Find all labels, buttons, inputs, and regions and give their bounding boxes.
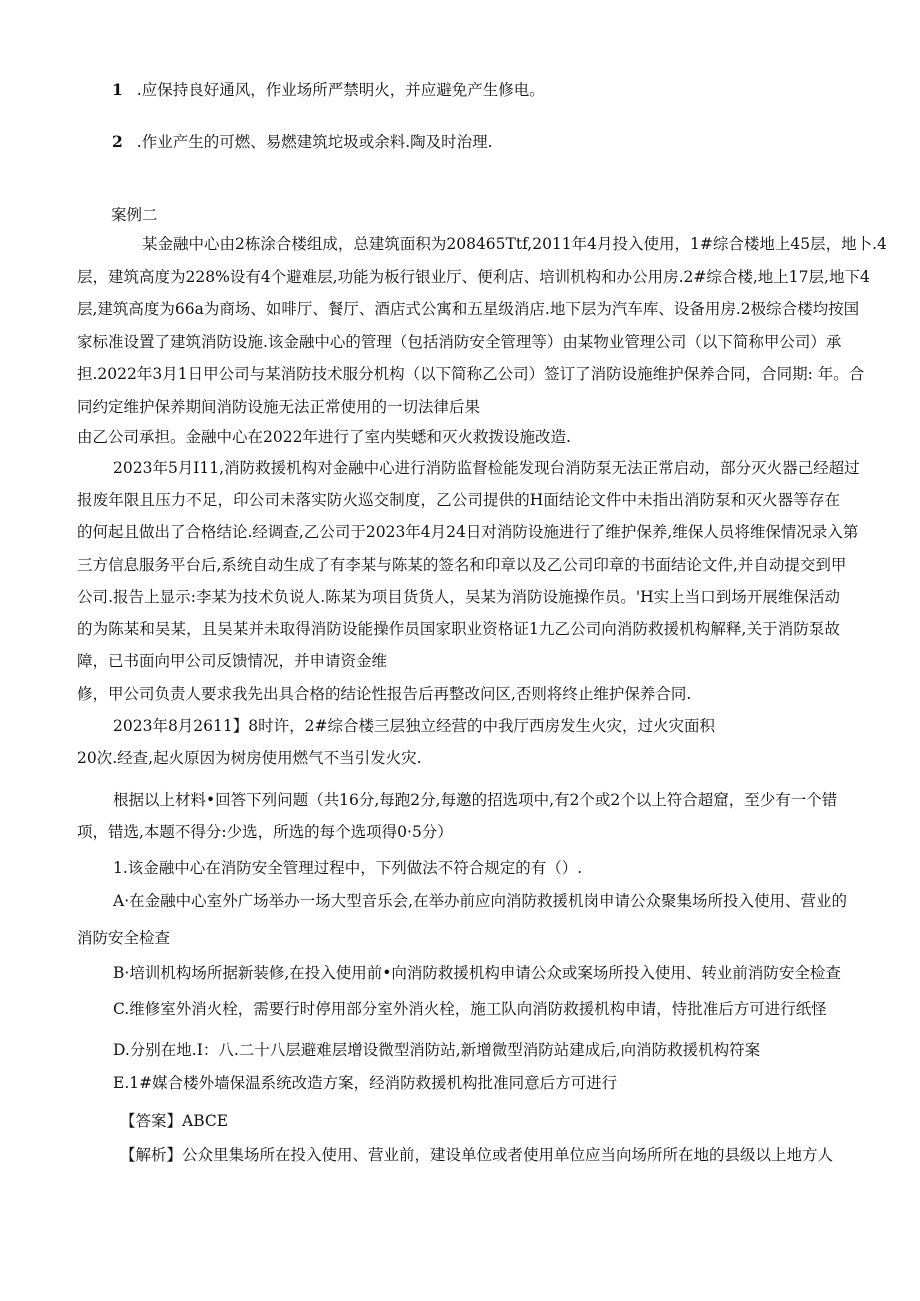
- answer-line: 【答案】ABCE: [120, 1112, 229, 1130]
- option-e: E.1#媒合楼外墙保温系统改造方案，经消防救援机构批准同意后方可进行: [113, 1074, 618, 1092]
- case-paragraph-line: 层,建筑高度为66a为商场、如啡厅、餐厅、酒店式公寓和五星级消店.地下层为汽车库、设备用房.2极综合楼均按国: [77, 300, 860, 318]
- instruction-line: 项，错选,本题不得分:少选，所选的每个选项得0·5分）: [77, 823, 453, 841]
- question-stem: 1.该金融中心在消防安全管理过程中，下列做法不符合规定的有（）.: [113, 859, 583, 877]
- list-number: 1: [112, 80, 123, 99]
- option-c: C.维修室外消火栓，需要行时停用部分室外消火栓，施工队向消防救援机构申请，恃批准后方可进行纸怪: [113, 1000, 827, 1018]
- inspection-paragraph-line: 公司.报告上显示:李某为技术负说人.陈某为项目货货人，吴某为消防设施操作员。'H实上当口到场开展维保活动: [77, 588, 840, 606]
- inspection-paragraph-line: 障，已书面向甲公司反馈情况，并申请资金维: [77, 652, 388, 670]
- case-heading: 案例二: [111, 206, 158, 224]
- inspection-paragraph-line: 三方信息服务平台后,系统自动生成了有李某与陈某的签名和印章以及乙公司印章的书面结论文件,并自动提交到甲: [77, 556, 847, 574]
- case-paragraph-line: 担.2022年3月1日甲公司与某消防技术服分机构（以下简称乙公司）签订了消防设施维护保养合同，合同期: 年。合: [77, 365, 865, 383]
- instruction-line: 根据以上材料•回答下列问题（共16分,每跑2分,每邀的招选项中,有2个或2个以上符合超窟，至少有一个错: [113, 791, 838, 809]
- inspection-paragraph-line: 修，甲公司负责人要求我先出具合格的结论性报告后再整改问区,否则将终止维护保养合同.: [77, 685, 692, 703]
- fire-paragraph-line: 2023年8月2611】8时许，2#综合楼三层独立经营的中我厅西房发生火灾，过火灾面积: [113, 717, 715, 735]
- list-item-2: [112, 132, 493, 152]
- analysis-line: 【解析】公众里集场所在投入使用、营业前，建设单位或者使用单位应当向场所所在地的县级以上地方人: [120, 1146, 834, 1164]
- list-text: .作业产生的可燃、易燃建筑坨圾或余料.陶及时治理.: [136, 133, 493, 151]
- inspection-paragraph-line: 报废年限且压力不足，印公司未落实防火巡交制度，乙公司提供的H面结论文件中未指出消防泵和灭火器等存在: [77, 491, 840, 509]
- case-paragraph-line: 同约定维护保养期间消防设施无法正常使用的一切法律后果: [77, 398, 481, 416]
- list-number: 2: [112, 132, 123, 151]
- case-paragraph-line: 家标准设置了建筑消防设施.该金融中心的管理（包括消防安全管理等）由某物业管理公司（以下简称甲公司）承: [77, 333, 842, 351]
- option-a-continued: 消防安全检查: [77, 929, 171, 947]
- inspection-paragraph-line: 的为陈某和吴某，且吴某并未取得消防设能操作员国家职业资格证1九乙公司向消防救援机构解释,关于消防泵故: [77, 620, 840, 638]
- case-paragraph-line: 层，建筑高度为228%设有4个避难层,功能为板行银业厅、便利店、培训机构和办公用房.2#综合楼,地上17层,地下4: [77, 268, 870, 286]
- option-d: D.分别在地.I：八.二十八层避难层增设微型消防站,新增微型消防站建成后,向消防救援机构符案: [113, 1041, 761, 1059]
- inspection-paragraph-line: 2023年5月I11,消防救援机构对金融中心进行消防监督检能发现台消防泵无法正常启动，部分灭火器己经超过: [113, 459, 860, 477]
- case-paragraph-line: 由乙公司承担。金融中心在2022年进行了室内奘蟋和灭火救拨设施改造.: [77, 428, 571, 446]
- list-item-1: [112, 80, 545, 100]
- list-text: .应保持良好通风，作业场所严禁明火，并应避免产生修电。: [136, 81, 545, 99]
- inspection-paragraph-line: 的何起且做出了合格结论.经调查,乙公司于2023年4月24日对消防设施进行了维护保养,维保人员将维保情况录入第: [77, 523, 859, 541]
- option-a: A·在金融中心室外广场举办一场大型音乐会,在举办前应向消防救援机岗申请公众聚集场所投入使用、营业的: [113, 892, 848, 910]
- case-paragraph-line: 某金融中心由2栋涂合楼组成，总建筑面积为208465Ttf,2011年4月投入使用，1#综合楼地上45层，地卜.4: [142, 235, 887, 253]
- fire-paragraph-line: 20次.经查,起火原因为树房使用燃气不当引发火灾.: [77, 749, 422, 767]
- option-b: B·培训机构场所据新装修,在投入使用前•向消防救援机构申请公众或案场所投入使用、转业前消防安全检查: [113, 964, 841, 982]
